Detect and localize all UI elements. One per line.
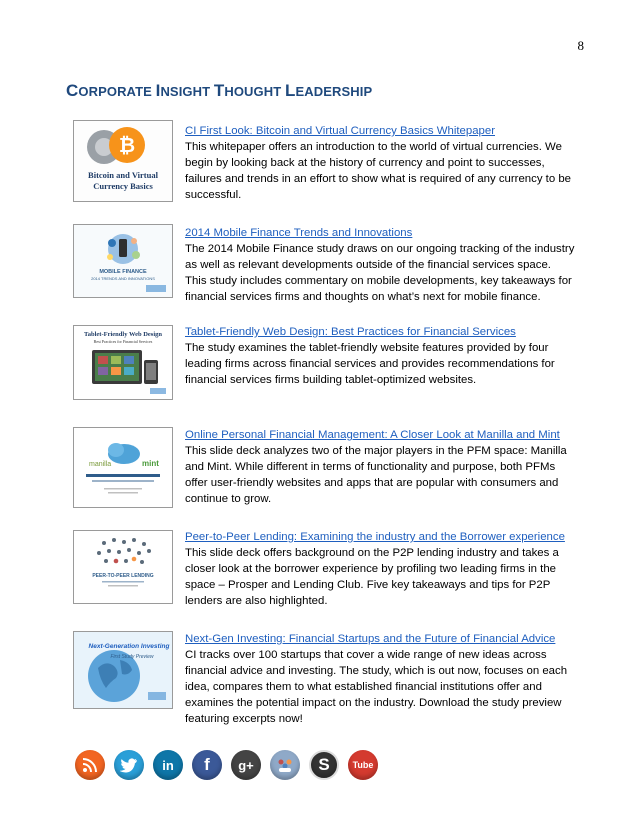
- svg-text:Currency Basics: Currency Basics: [93, 181, 153, 191]
- svg-text:Best Practices for Financial S: Best Practices for Financial Services: [93, 339, 153, 344]
- social-icons-row: [75, 750, 378, 780]
- facebook-icon[interactable]: f: [192, 750, 222, 780]
- google-plus-icon[interactable]: g+: [231, 750, 261, 780]
- bitcoin-cover-thumbnail[interactable]: [73, 120, 173, 202]
- youtube-icon[interactable]: Tube: [348, 750, 378, 780]
- pfm-cover-thumbnail[interactable]: [73, 427, 173, 508]
- svg-text:Next-Generation Investing: Next-Generation Investing: [88, 643, 170, 650]
- mobile-finance-cover-thumbnail[interactable]: [73, 224, 173, 298]
- page-number: 8: [577, 38, 584, 53]
- publication-description: This slide deck analyzes two of the major players in the PFM space: Manilla and Mint. While different in terms of functionality and purpose, both PFMs offer user-friendly websites and apps that are popular with consumers and continue to grow.: [185, 444, 567, 505]
- publication-title-link[interactable]: Online Personal Financial Management: A Closer Look at Manilla and Mint: [185, 429, 560, 441]
- svg-text:PEER-TO-PEER LENDING: PEER-TO-PEER LENDING: [92, 573, 154, 579]
- bitcoin-icon: [109, 127, 145, 163]
- publication-description: The study examines the tablet-friendly website features provided by four leading firms across financial services and provides recommendations for financial services firms building tablet-optimized websites.: [185, 341, 555, 386]
- publication-description: This whitepaper offers an introduction to the world of virtual currencies. We begin by looking back at the history of currency and point to successes, failures and trends in an effort to show what is required of any currency to be successful.: [185, 140, 572, 201]
- publication-title-link[interactable]: 2014 Mobile Finance Trends and Innovations: [185, 227, 413, 239]
- linkedin-icon[interactable]: in: [153, 750, 183, 780]
- next-gen-cover-thumbnail[interactable]: [73, 631, 173, 709]
- svg-text:First Study Preview: First Study Preview: [110, 654, 154, 660]
- page-title: CORPORATE INSIGHT THOUGHT LEADERSHIP: [66, 81, 373, 100]
- svg-text:MOBILE FINANCE: MOBILE FINANCE: [99, 269, 147, 275]
- slideshare-icon[interactable]: S: [309, 750, 339, 780]
- tablet-design-cover-thumbnail[interactable]: [73, 325, 173, 400]
- publication-description: This slide deck offers background on the P2P lending industry and takes a closer look at the borrower experience by profiling two leading firms in the space – Prosper and Lending Club. Five key takeaways and tips for P2P lenders are also highlighted.: [185, 546, 559, 607]
- publication-description: The 2014 Mobile Finance study draws on our ongoing tracking of the industry as well as relevant developments outside of the financial services space. This study includes commentary on mobile developments, key takeaways for financial services firms and thoughts on what’s next for mobile finance.: [185, 242, 575, 303]
- publication-title-link[interactable]: Tablet-Friendly Web Design: Best Practices for Financial Services: [185, 326, 516, 338]
- svg-text:2014 TRENDS AND INNOVATIONS: 2014 TRENDS AND INNOVATIONS: [91, 276, 155, 281]
- svg-text:Bitcoin and Virtual: Bitcoin and Virtual: [88, 170, 158, 180]
- people-icon[interactable]: [270, 750, 300, 780]
- publication-description: CI tracks over 100 startups that cover a wide range of new ideas across financial advice and investing. The study, which is out now, focuses on each idea, compares them to what established financial institutions offer and examines the potential impact on the industry. Download the study preview featuring excerpts now!: [185, 648, 568, 725]
- publication-title-link[interactable]: Next-Gen Investing: Financial Startups and the Future of Financial Advice: [185, 633, 556, 645]
- twitter-icon[interactable]: [114, 750, 144, 780]
- svg-text:Tablet-Friendly Web Design: Tablet-Friendly Web Design: [83, 331, 163, 338]
- publication-title-link[interactable]: CI First Look: Bitcoin and Virtual Currency Basics Whitepaper: [185, 125, 495, 137]
- publication-title-link[interactable]: Peer-to-Peer Lending: Examining the industry and the Borrower experience: [185, 531, 565, 543]
- svg-text:mint: mint: [142, 459, 159, 468]
- svg-text:₿: ₿: [118, 135, 136, 157]
- svg-text:manilla: manilla: [89, 461, 112, 468]
- rss-icon[interactable]: [75, 750, 105, 780]
- p2p-cover-thumbnail[interactable]: [73, 530, 173, 604]
